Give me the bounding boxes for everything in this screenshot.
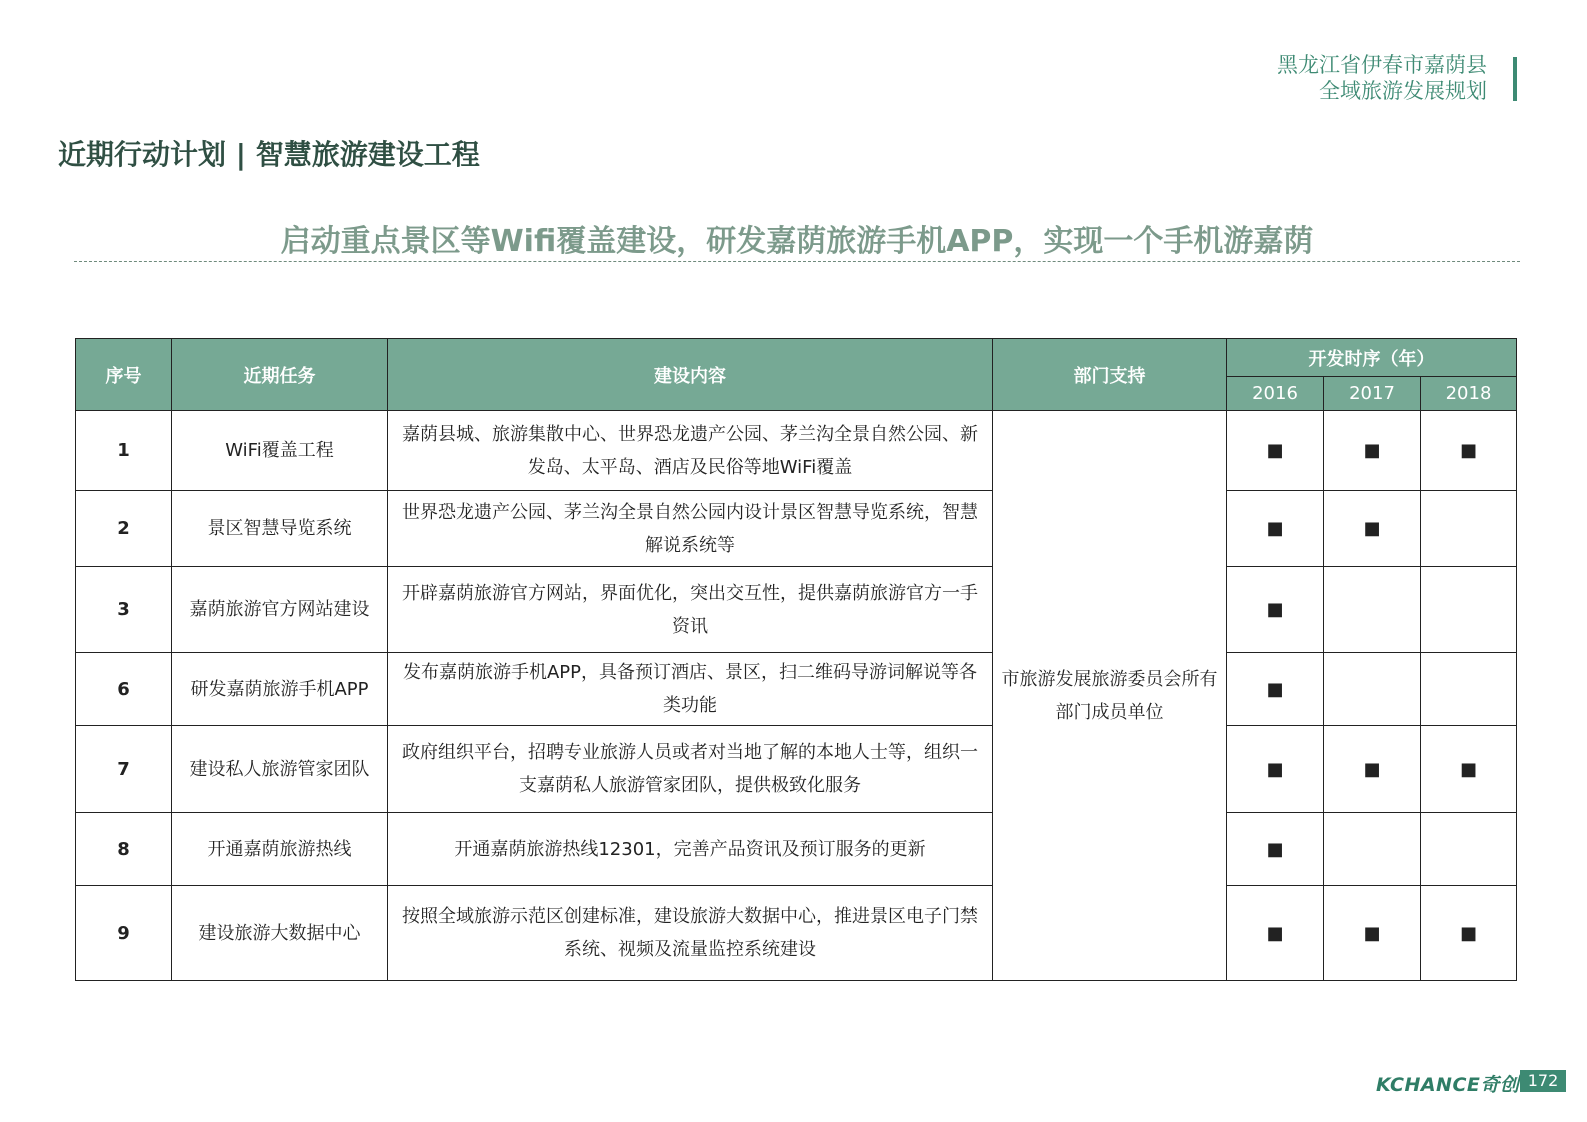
row-index: 9	[76, 886, 172, 981]
mark-2017	[1324, 567, 1421, 653]
mark-2017: ■	[1324, 411, 1421, 491]
action-plan-table	[75, 338, 1517, 981]
mark-2017: ■	[1324, 886, 1421, 981]
row-content: 发布嘉荫旅游手机APP，具备预订酒店、景区，扫二维码导游词解说等各类功能	[388, 653, 993, 726]
row-task: WiFi覆盖工程	[172, 411, 388, 491]
mark-2017: ■	[1324, 491, 1421, 567]
mark-2016: ■	[1227, 726, 1324, 813]
row-task: 建设旅游大数据中心	[172, 886, 388, 981]
row-task: 建设私人旅游管家团队	[172, 726, 388, 813]
brand-line-1: 黑龙江省伊春市嘉荫县	[1277, 53, 1487, 77]
mark-2017	[1324, 653, 1421, 726]
header-content: 建设内容	[388, 339, 993, 411]
row-task: 开通嘉荫旅游热线	[172, 813, 388, 886]
mark-2016: ■	[1227, 886, 1324, 981]
row-task: 嘉荫旅游官方网站建设	[172, 567, 388, 653]
kchance-logo: KCHANCE奇创	[1376, 1074, 1520, 1096]
headline: 启动重点景区等Wifi覆盖建设，研发嘉荫旅游手机APP，实现一个手机游嘉荫	[280, 224, 1314, 259]
mark-2016: ■	[1227, 491, 1324, 567]
header-index: 序号	[76, 339, 172, 411]
mark-2017	[1324, 813, 1421, 886]
table-row	[76, 886, 1517, 981]
header-task: 近期任务	[172, 339, 388, 411]
mark-2017: ■	[1324, 726, 1421, 813]
row-index: 1	[76, 411, 172, 491]
table-row	[76, 726, 1517, 813]
row-content: 开通嘉荫旅游热线12301，完善产品资讯及预订服务的更新	[388, 813, 993, 886]
row-content: 按照全域旅游示范区创建标准，建设旅游大数据中心，推进景区电子门禁系统、视频及流量监控系统建设	[388, 886, 993, 981]
row-index: 8	[76, 813, 172, 886]
table-row	[76, 813, 1517, 886]
mark-2016: ■	[1227, 653, 1324, 726]
page-title: 近期行动计划 | 智慧旅游建设工程	[58, 138, 480, 171]
mark-2018	[1421, 567, 1517, 653]
mark-2016: ■	[1227, 567, 1324, 653]
row-index: 6	[76, 653, 172, 726]
row-task: 研发嘉荫旅游手机APP	[172, 653, 388, 726]
row-content: 嘉荫县城、旅游集散中心、世界恐龙遗产公园、茅兰沟全景自然公园、新发岛、太平岛、酒店及民俗等地WiFi覆盖	[388, 411, 993, 491]
mark-2018: ■	[1421, 411, 1517, 491]
row-index: 2	[76, 491, 172, 567]
mark-2016: ■	[1227, 411, 1324, 491]
header-department: 部门支持	[993, 339, 1227, 411]
row-index: 7	[76, 726, 172, 813]
row-task: 景区智慧导览系统	[172, 491, 388, 567]
row-content: 开辟嘉荫旅游官方网站，界面优化，突出交互性，提供嘉荫旅游官方一手资讯	[388, 567, 993, 653]
table-row	[76, 411, 1517, 491]
table-row	[76, 567, 1517, 653]
brand-header	[1277, 52, 1487, 104]
table-row	[76, 653, 1517, 726]
mark-2018: ■	[1421, 886, 1517, 981]
header-year-2016: 2016	[1227, 377, 1324, 411]
table-row	[76, 491, 1517, 567]
row-content: 政府组织平台，招聘专业旅游人员或者对当地了解的本地人士等，组织一支嘉荫私人旅游管家团队，提供极致化服务	[388, 726, 993, 813]
page-number: 172	[1520, 1070, 1566, 1092]
mark-2016: ■	[1227, 813, 1324, 886]
department-support: 市旅游发展旅游委员会所有部门成员单位	[993, 411, 1227, 981]
mark-2018	[1421, 491, 1517, 567]
mark-2018	[1421, 653, 1517, 726]
row-index: 3	[76, 567, 172, 653]
mark-2018	[1421, 813, 1517, 886]
header-year-2017: 2017	[1324, 377, 1421, 411]
brand-accent-bar	[1513, 57, 1517, 101]
row-content: 世界恐龙遗产公园、茅兰沟全景自然公园内设计景区智慧导览系统，智慧解说系统等	[388, 491, 993, 567]
headline-divider	[74, 261, 1520, 262]
header-year-2018: 2018	[1421, 377, 1517, 411]
mark-2018: ■	[1421, 726, 1517, 813]
brand-line-2: 全域旅游发展规划	[1319, 79, 1487, 103]
header-timeline: 开发时序（年）	[1227, 339, 1517, 377]
